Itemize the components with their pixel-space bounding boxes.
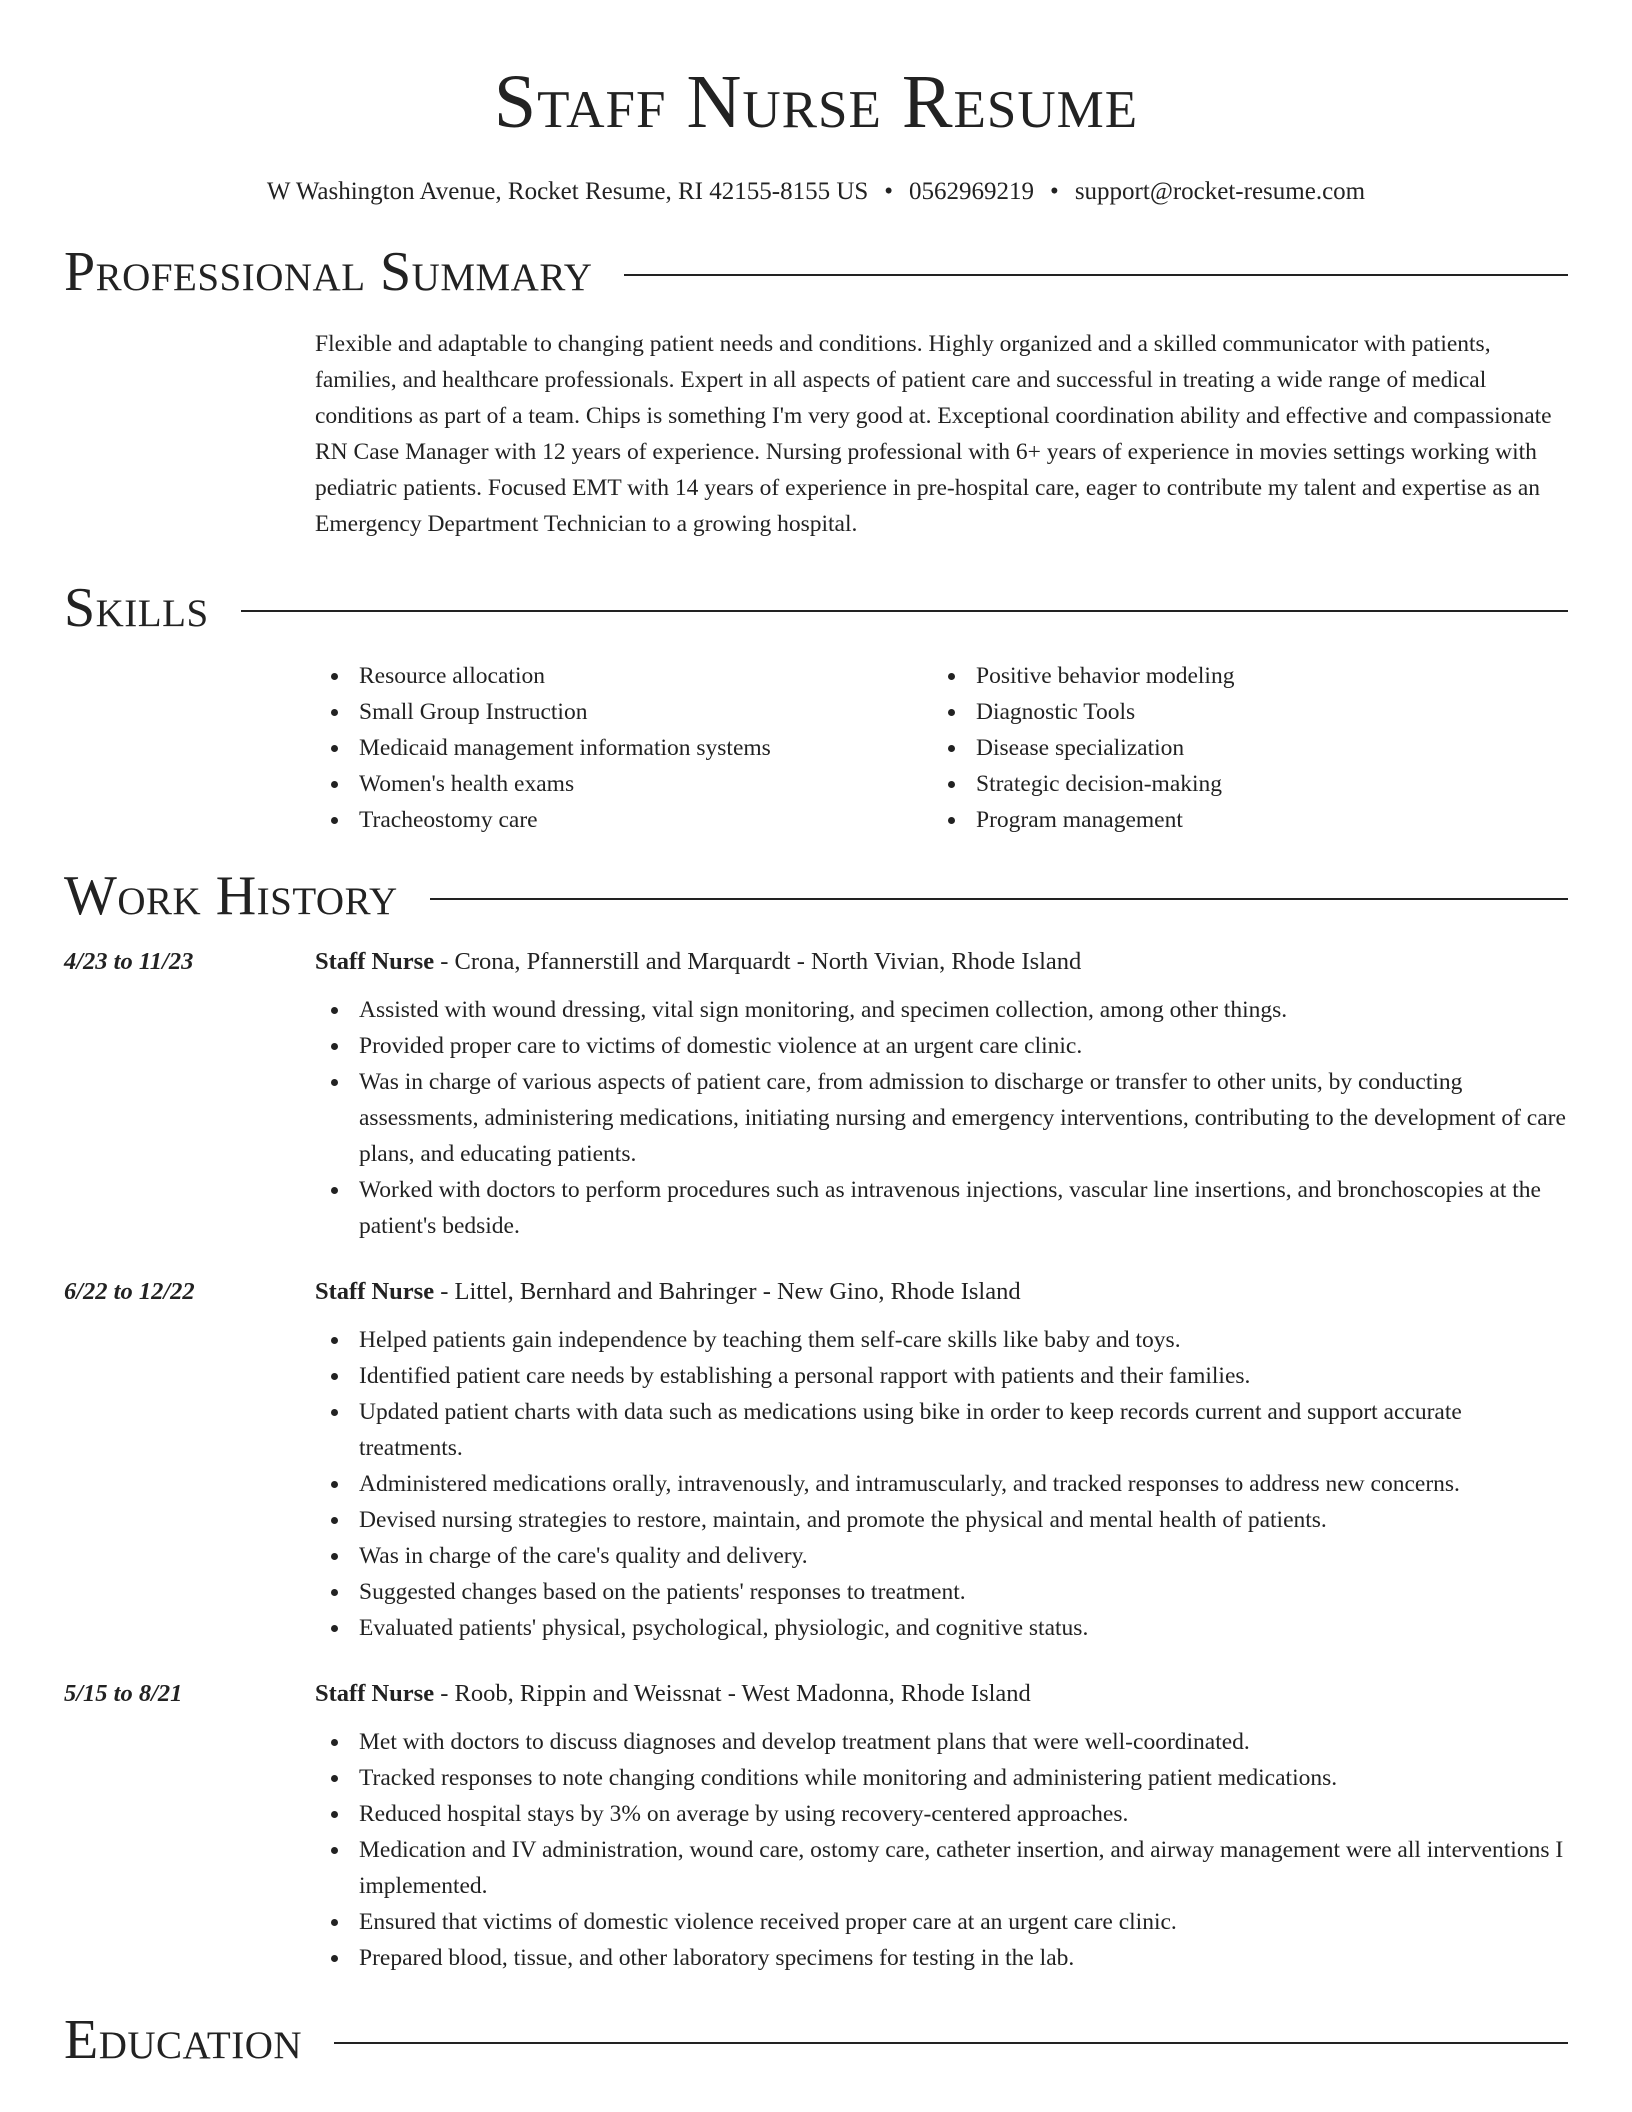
job-bullet: Worked with doctors to perform procedures such as intravenous injections, vascular line insertions, and bronchoscopies at the patient's bedside.: [315, 1172, 1568, 1244]
skills-column-left: [315, 658, 932, 838]
job-bullets: [315, 1322, 1568, 1646]
job-bullet: Identified patient care needs by establishing a personal rapport with patients and their families.: [315, 1358, 1568, 1394]
education-section-header: [64, 2009, 1568, 2071]
contact-address: W Washington Avenue, Rocket Resume, RI 42155-8155 US: [266, 178, 869, 205]
job-bullet: Was in charge of various aspects of patient care, from admission to discharge or transfer to other units, by conducting assessments, administering medications, initiating nursing and emergency interventions, contributing to the development of care plans, and educating patients.: [315, 1064, 1568, 1172]
skill-item: Tracheostomy care: [315, 802, 932, 838]
job-entry: [64, 944, 1568, 1244]
section-divider: [334, 2042, 1568, 2044]
job-bullet: Was in charge of the care's quality and delivery.: [315, 1538, 1568, 1574]
job-dates: 6/22 to 12/22: [64, 1278, 195, 1305]
education-heading: Education: [64, 2009, 303, 2071]
contact-phone: 0562969219: [909, 178, 1035, 205]
skill-item: Program management: [932, 802, 1549, 838]
job-bullets: [315, 1724, 1568, 1976]
job-dates: 4/23 to 11/23: [64, 948, 194, 975]
job-bullet: Suggested changes based on the patients' responses to treatment.: [315, 1574, 1568, 1610]
job-bullet: Provided proper care to victims of domestic violence at an urgent care clinic.: [315, 1028, 1568, 1064]
skill-item: Medicaid management information systems: [315, 730, 932, 766]
work-heading: Work History: [64, 865, 398, 927]
skills-heading: Skills: [64, 577, 209, 639]
skill-item: Resource allocation: [315, 658, 932, 694]
job-bullet: Reduced hospital stays by 3% on average by using recovery-centered approaches.: [315, 1796, 1568, 1832]
section-divider: [624, 274, 1568, 276]
job-bullet: Tracked responses to note changing conditions while monitoring and administering patient medications.: [315, 1760, 1568, 1796]
job-entry: [64, 1274, 1568, 1646]
skill-item: Positive behavior modeling: [932, 658, 1549, 694]
job-bullet: Helped patients gain independence by teaching them self-care skills like baby and toys.: [315, 1322, 1568, 1358]
section-divider: [241, 610, 1568, 612]
job-header: [64, 1676, 1568, 1712]
contact-email: support@rocket-resume.com: [1074, 178, 1366, 205]
job-bullet: Prepared blood, tissue, and other laboratory specimens for testing in the lab.: [315, 1940, 1568, 1976]
job-dates: 5/15 to 8/21: [64, 1680, 183, 1707]
job-bullet: Assisted with wound dressing, vital sign monitoring, and specimen collection, among other things.: [315, 992, 1568, 1028]
job-title: Staff Nurse: [315, 1278, 435, 1305]
job-header: [64, 1274, 1568, 1310]
job-title: Staff Nurse: [315, 1680, 435, 1707]
job-heading: [315, 1274, 1021, 1310]
skills-section-header: [64, 577, 1568, 639]
skills-list: [315, 658, 1568, 838]
job-bullet: Evaluated patients' physical, psychological, physiologic, and cognitive status.: [315, 1610, 1568, 1646]
job-bullet: Updated patient charts with data such as medications using bike in order to keep records current and support accurate treatments.: [315, 1394, 1568, 1466]
section-divider: [430, 898, 1568, 900]
skill-item: Diagnostic Tools: [932, 694, 1549, 730]
summary-section-header: [64, 241, 1568, 303]
skill-item: Disease specialization: [932, 730, 1549, 766]
job-heading: [315, 944, 1081, 980]
skills-column-right: [932, 658, 1549, 838]
contact-separator: •: [884, 178, 894, 205]
job-details: - Crona, Pfannerstill and Marquardt - North Vivian, Rhode Island: [434, 948, 1082, 975]
job-bullet: Devised nursing strategies to restore, maintain, and promote the physical and mental health of patients.: [315, 1502, 1568, 1538]
skill-item: Small Group Instruction: [315, 694, 932, 730]
summary-text: Flexible and adaptable to changing patient needs and conditions. Highly organized and a skilled communicator with patients, families, and healthcare professionals. Expert in all aspects of patient care and successful in treating a wide range of medical conditions as part of a team. Chips is something I'm very good at. Exceptional coordination ability and effective and compassionate RN Case Manager with 12 years of experience. Nursing professional with 6+ years of experience in movies settings working with pediatric patients. Focused EMT with 14 years of experience in pre-hospital care, eager to contribute my talent and expertise as an Emergency Department Technician to a growing hospital.: [315, 331, 1552, 537]
job-bullets: [315, 992, 1568, 1244]
summary-heading: Professional Summary: [64, 241, 593, 303]
work-section-header: [64, 865, 1568, 927]
job-bullet: Ensured that victims of domestic violence received proper care at an urgent care clinic.: [315, 1904, 1568, 1940]
contact-separator: •: [1050, 178, 1059, 205]
job-details: - Littel, Bernhard and Bahringer - New Gino, Rhode Island: [434, 1278, 1021, 1305]
job-header: [64, 944, 1568, 980]
job-title: Staff Nurse: [315, 948, 435, 975]
job-details: - Roob, Rippin and Weissnat - West Madonna, Rhode Island: [434, 1680, 1031, 1707]
job-bullet: Administered medications orally, intravenously, and intramuscularly, and tracked responses to address new concerns.: [315, 1466, 1568, 1502]
skill-item: Strategic decision-making: [932, 766, 1549, 802]
contact-line: [64, 178, 1568, 206]
job-bullet: Medication and IV administration, wound care, ostomy care, catheter insertion, and airway management were all interventions I implemented.: [315, 1832, 1568, 1904]
job-heading: [315, 1676, 1031, 1712]
skill-item: Women's health exams: [315, 766, 932, 802]
job-bullet: Met with doctors to discuss diagnoses and develop treatment plans that were well-coordinated.: [315, 1724, 1568, 1760]
job-entry: [64, 1676, 1568, 1976]
resume-title: Staff Nurse Resume: [493, 60, 1139, 144]
